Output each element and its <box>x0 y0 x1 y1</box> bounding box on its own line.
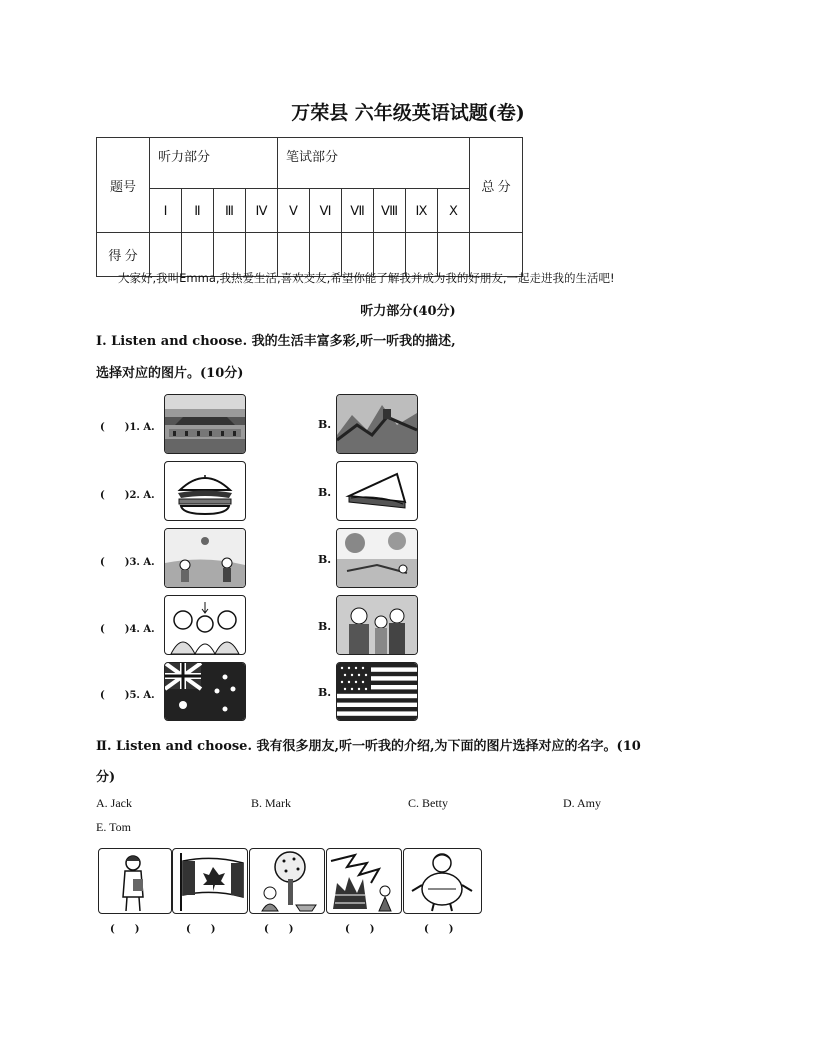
part1-instruction: Ⅰ. Listen and choose. 我的生活丰富多彩,听一听我的描述, <box>96 334 456 349</box>
numeral-cell: Ⅵ <box>310 189 342 233</box>
item-5-b-label: B. <box>318 686 332 699</box>
people-outdoor-icon[interactable] <box>164 528 246 588</box>
option-a: A. Jack <box>96 796 132 810</box>
girl-figure-icon[interactable] <box>98 848 172 914</box>
tree-picnic-icon[interactable] <box>249 848 325 914</box>
numeral-cell: Ⅴ <box>278 189 310 233</box>
family-portrait-icon[interactable] <box>164 595 246 655</box>
numeral-cell: Ⅸ <box>406 189 438 233</box>
numeral-cell: Ⅲ <box>214 189 246 233</box>
option-c: C. Betty <box>408 796 449 810</box>
usa-flag-icon[interactable] <box>336 662 418 721</box>
item-4-label: ( )4. A. <box>100 624 155 635</box>
item-2-b-label: B. <box>318 486 332 499</box>
numeral-cell: Ⅶ <box>342 189 374 233</box>
numeral-cell: Ⅰ <box>150 189 182 233</box>
item-2-label: ( )2. A. <box>100 490 155 501</box>
written-header: 笔试部分 <box>278 138 470 189</box>
section-heading: 听力部分(40分) <box>360 304 456 319</box>
part1-instruction-cont: 选择对应的图片。(10分) <box>96 366 244 381</box>
row-label-question-no: 题号 <box>97 138 150 233</box>
answer-blank[interactable]: ( ) <box>110 924 140 935</box>
numeral-cell: Ⅷ <box>374 189 406 233</box>
answer-blank[interactable]: ( ) <box>345 924 375 935</box>
family-photo-icon[interactable] <box>336 595 418 655</box>
score-table <box>96 137 523 277</box>
numeral-cell: Ⅱ <box>182 189 214 233</box>
item-3-b-label: B. <box>318 553 332 566</box>
total-header: 总 分 <box>470 138 523 233</box>
part2-instruction-cont: 分) <box>96 770 116 785</box>
numeral-cell: Ⅳ <box>246 189 278 233</box>
hamburger-icon[interactable] <box>164 461 246 521</box>
page-title: 万荣县 六年级英语试题(卷) <box>291 102 525 124</box>
fire-scene-icon[interactable] <box>326 848 402 914</box>
canada-flag-icon[interactable] <box>172 848 248 914</box>
item-3-label: ( )3. A. <box>100 557 155 568</box>
intro-text: 大家好,我叫Emma,我热爱生活,喜欢交友,希望你能了解我并成为我的好朋友,一起走进我的生活吧! <box>118 271 615 285</box>
numeral-cell: Ⅹ <box>438 189 470 233</box>
option-b: B. Mark <box>251 796 291 810</box>
australia-flag-icon[interactable] <box>164 662 246 721</box>
answer-blank[interactable]: ( ) <box>424 924 454 935</box>
listening-header: 听力部分 <box>150 138 278 189</box>
part2-instruction: Ⅱ. Listen and choose. 我有很多朋友,听一听我的介绍,为下面的图片选择对应的名字。(10 <box>96 739 641 754</box>
sandwich-icon[interactable] <box>336 461 418 521</box>
option-d: D. Amy <box>563 796 602 810</box>
fat-boy-icon[interactable] <box>403 848 482 914</box>
item-1-label: ( )1. A. <box>100 422 155 433</box>
palace-photo-icon[interactable] <box>164 394 246 454</box>
row-label-score: 得 分 <box>97 233 150 277</box>
answer-blank[interactable]: ( ) <box>264 924 294 935</box>
park-scene-icon[interactable] <box>336 528 418 588</box>
answer-blank[interactable]: ( ) <box>186 924 216 935</box>
item-5-label: ( )5. A. <box>100 690 155 701</box>
item-1-b-label: B. <box>318 418 332 431</box>
item-4-b-label: B. <box>318 620 332 633</box>
great-wall-photo-icon[interactable] <box>336 394 418 454</box>
option-e: E. Tom <box>96 820 131 834</box>
